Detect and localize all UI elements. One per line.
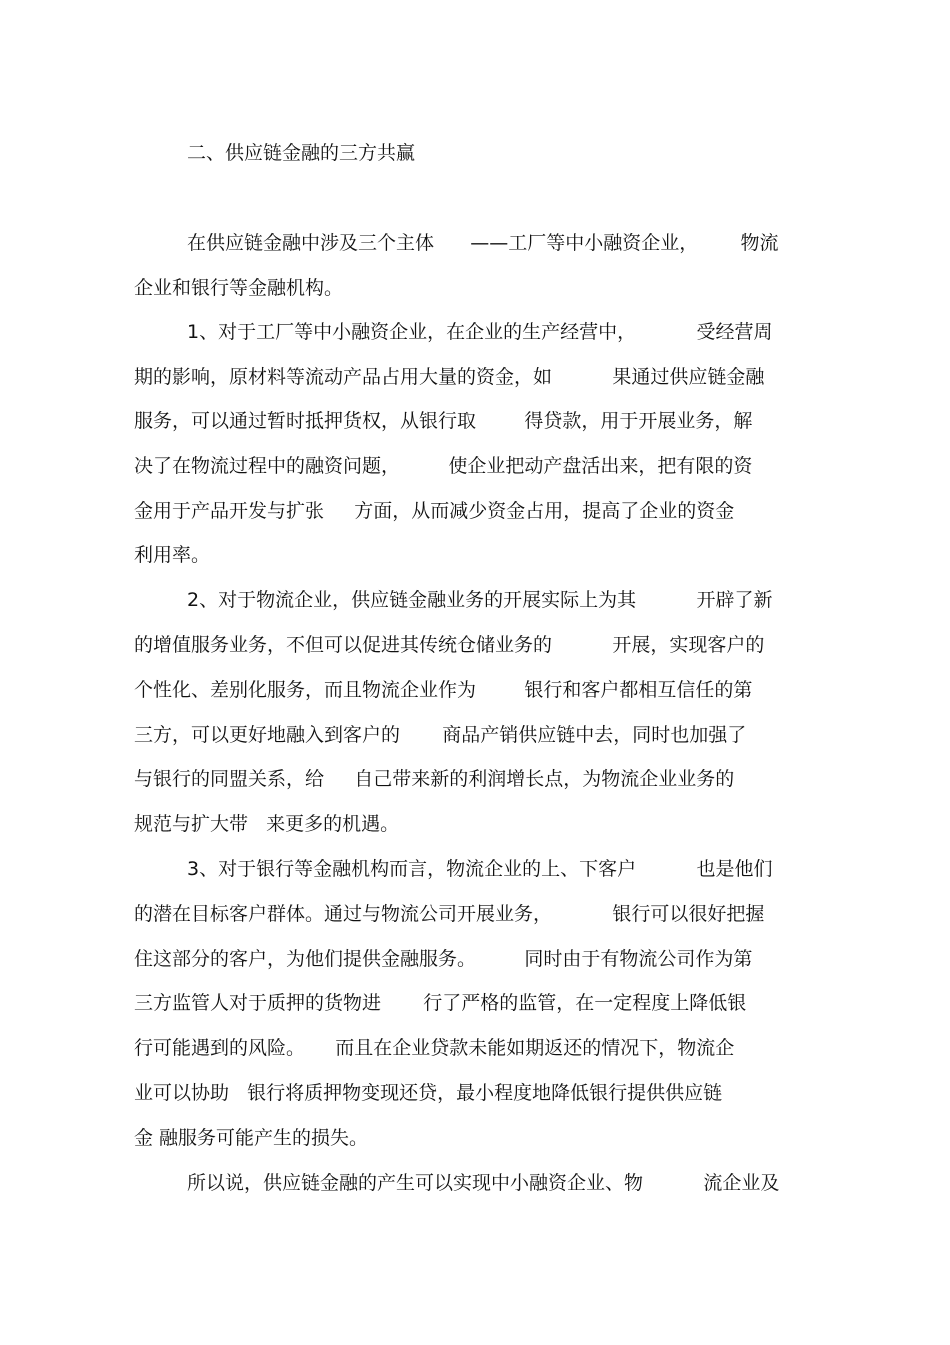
- paragraph-line: 的潜在目标客户群体。通过与物流公司开展业务， 银行可以很好把握: [134, 903, 765, 925]
- paragraph-line: 1、对于工厂等中小融资企业，在企业的生产经营中， 受经营周: [187, 321, 773, 343]
- paragraph-line: 个性化、差别化服务，而且物流企业作为 银行和客户都相互信任的第: [134, 679, 753, 701]
- paragraph-line: 金 融服务可能产生的损失。: [134, 1127, 369, 1149]
- paragraph-line: 在供应链金融中涉及三个主体 ——工厂等中小融资企业， 物流: [187, 232, 779, 254]
- paragraph-line: 三方监管人对于质押的货物进 行了严格的监管，在一定程度上降低银: [134, 992, 747, 1014]
- paragraph-line: 金用于产品开发与扩张 方面，从而减少资金占用，提高了企业的资金: [134, 500, 735, 522]
- paragraph-line: 利用率。: [134, 544, 211, 566]
- paragraph-line: 规范与扩大带 来更多的机遇。: [134, 813, 400, 835]
- paragraph-line: 业可以协助 银行将质押物变现还贷，最小程度地降低银行提供供应链: [134, 1082, 723, 1104]
- paragraph-line: 三方，可以更好地融入到客户的 商品产销供应链中去，同时也加强了: [134, 724, 747, 746]
- section-heading: 二、供应链金融的三方共赢: [187, 142, 416, 164]
- paragraph-line: 行可能遇到的风险。 而且在企业贷款未能如期返还的情况下，物流企: [134, 1037, 735, 1059]
- paragraph-line: 的增值服务业务，不但可以促进其传统仓储业务的 开展，实现客户的: [134, 634, 765, 656]
- paragraph-line: 企业和银行等金融机构。: [134, 277, 344, 299]
- paragraph-line: 服务，可以通过暂时抵押货权，从银行取 得贷款，用于开展业务，解: [134, 410, 753, 432]
- paragraph-line: 期的影响，原材料等流动产品占用大量的资金，如 果通过供应链金融: [134, 366, 765, 388]
- paragraph-line: 所以说，供应链金融的产生可以实现中小融资企业、物 流企业及: [187, 1172, 780, 1194]
- paragraph-line: 决了在物流过程中的融资问题， 使企业把动产盘活出来，把有限的资: [134, 455, 753, 477]
- paragraph-line: 2、对于物流企业，供应链金融业务的开展实际上为其 开辟了新: [187, 589, 773, 611]
- paragraph-line: 与银行的同盟关系，给 自己带来新的利润增长点，为物流企业业务的: [134, 768, 735, 790]
- paragraph-line: 住这部分的客户，为他们提供金融服务。 同时由于有物流公司作为第: [134, 948, 753, 970]
- paragraph-line: 3、对于银行等金融机构而言，物流企业的上、下客户 也是他们: [187, 858, 773, 880]
